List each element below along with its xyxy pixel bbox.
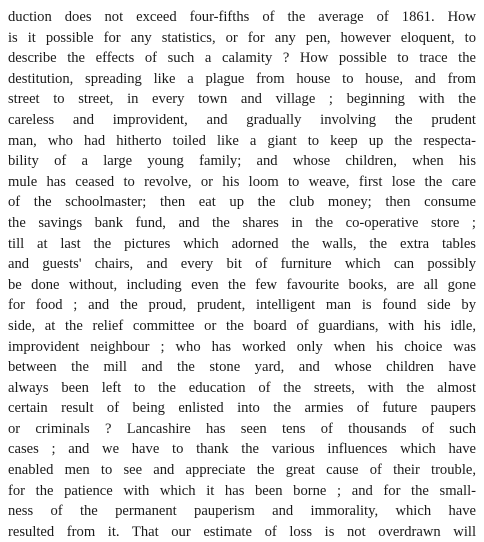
document-page xyxy=(8,7,476,542)
text-line: be done without, including even the few favourite books, are all gone xyxy=(8,276,476,293)
text-line: and guests' chairs, and every bit of furniture which can possibly xyxy=(8,256,476,273)
text-line: duction does not exceed four-fifths of the average of 1861. How xyxy=(8,9,476,25)
text-line: enabled men to see and appreciate the great cause of their trouble, xyxy=(8,462,476,479)
text-line: is it possible for any statistics, or for any pen, however eloquent, to xyxy=(8,29,476,46)
text-line: improvident neighbour ; who has worked only when his choice was xyxy=(8,338,476,355)
text-line: for the patience with which it has been borne ; and for the small- xyxy=(8,482,476,499)
text-line: resulted from it. That our estimate of loss is not overdrawn will xyxy=(8,523,476,540)
text-line: the savings bank fund, and the shares in the co-operative store ; xyxy=(8,214,476,231)
text-line: between the mill and the stone yard, and whose children have xyxy=(8,359,476,376)
text-line: ness of the permanent pauperism and immorality, which have xyxy=(8,503,476,520)
text-line: of the schoolmaster; then eat up the club money; then consume xyxy=(8,194,476,211)
text-line: for food ; and the proud, prudent, intelligent man is found side by xyxy=(8,297,476,314)
text-line: side, at the relief committee or the board of guardians, with his idle, xyxy=(8,317,476,334)
text-line: mule has ceased to revolve, or his loom to weave, first lose the care xyxy=(8,173,476,190)
text-line: till at last the pictures which adorned the walls, the extra tables xyxy=(8,235,476,252)
text-line: street to street, in every town and village ; beginning with the xyxy=(8,91,476,108)
text-line: bility of a large young family; and whose children, when his xyxy=(8,153,476,170)
text-line: careless and improvident, and gradually involving the prudent xyxy=(8,111,476,128)
text-line: certain result of being enlisted into the armies of future paupers xyxy=(8,400,476,417)
text-line: always been left to the education of the streets, with the almost xyxy=(8,379,476,396)
text-line: describe the effects of such a calamity ? How possible to trace the xyxy=(8,50,476,67)
text-line: man, who had hitherto toiled like a giant to keep up the respecta- xyxy=(8,132,476,149)
text-line: or criminals ? Lancashire has seen tens of thousands of such xyxy=(8,420,476,437)
text-line: cases ; and we have to thank the various influences which have xyxy=(8,441,476,458)
text-line: destitution, spreading like a plague from house to house, and from xyxy=(8,70,476,87)
